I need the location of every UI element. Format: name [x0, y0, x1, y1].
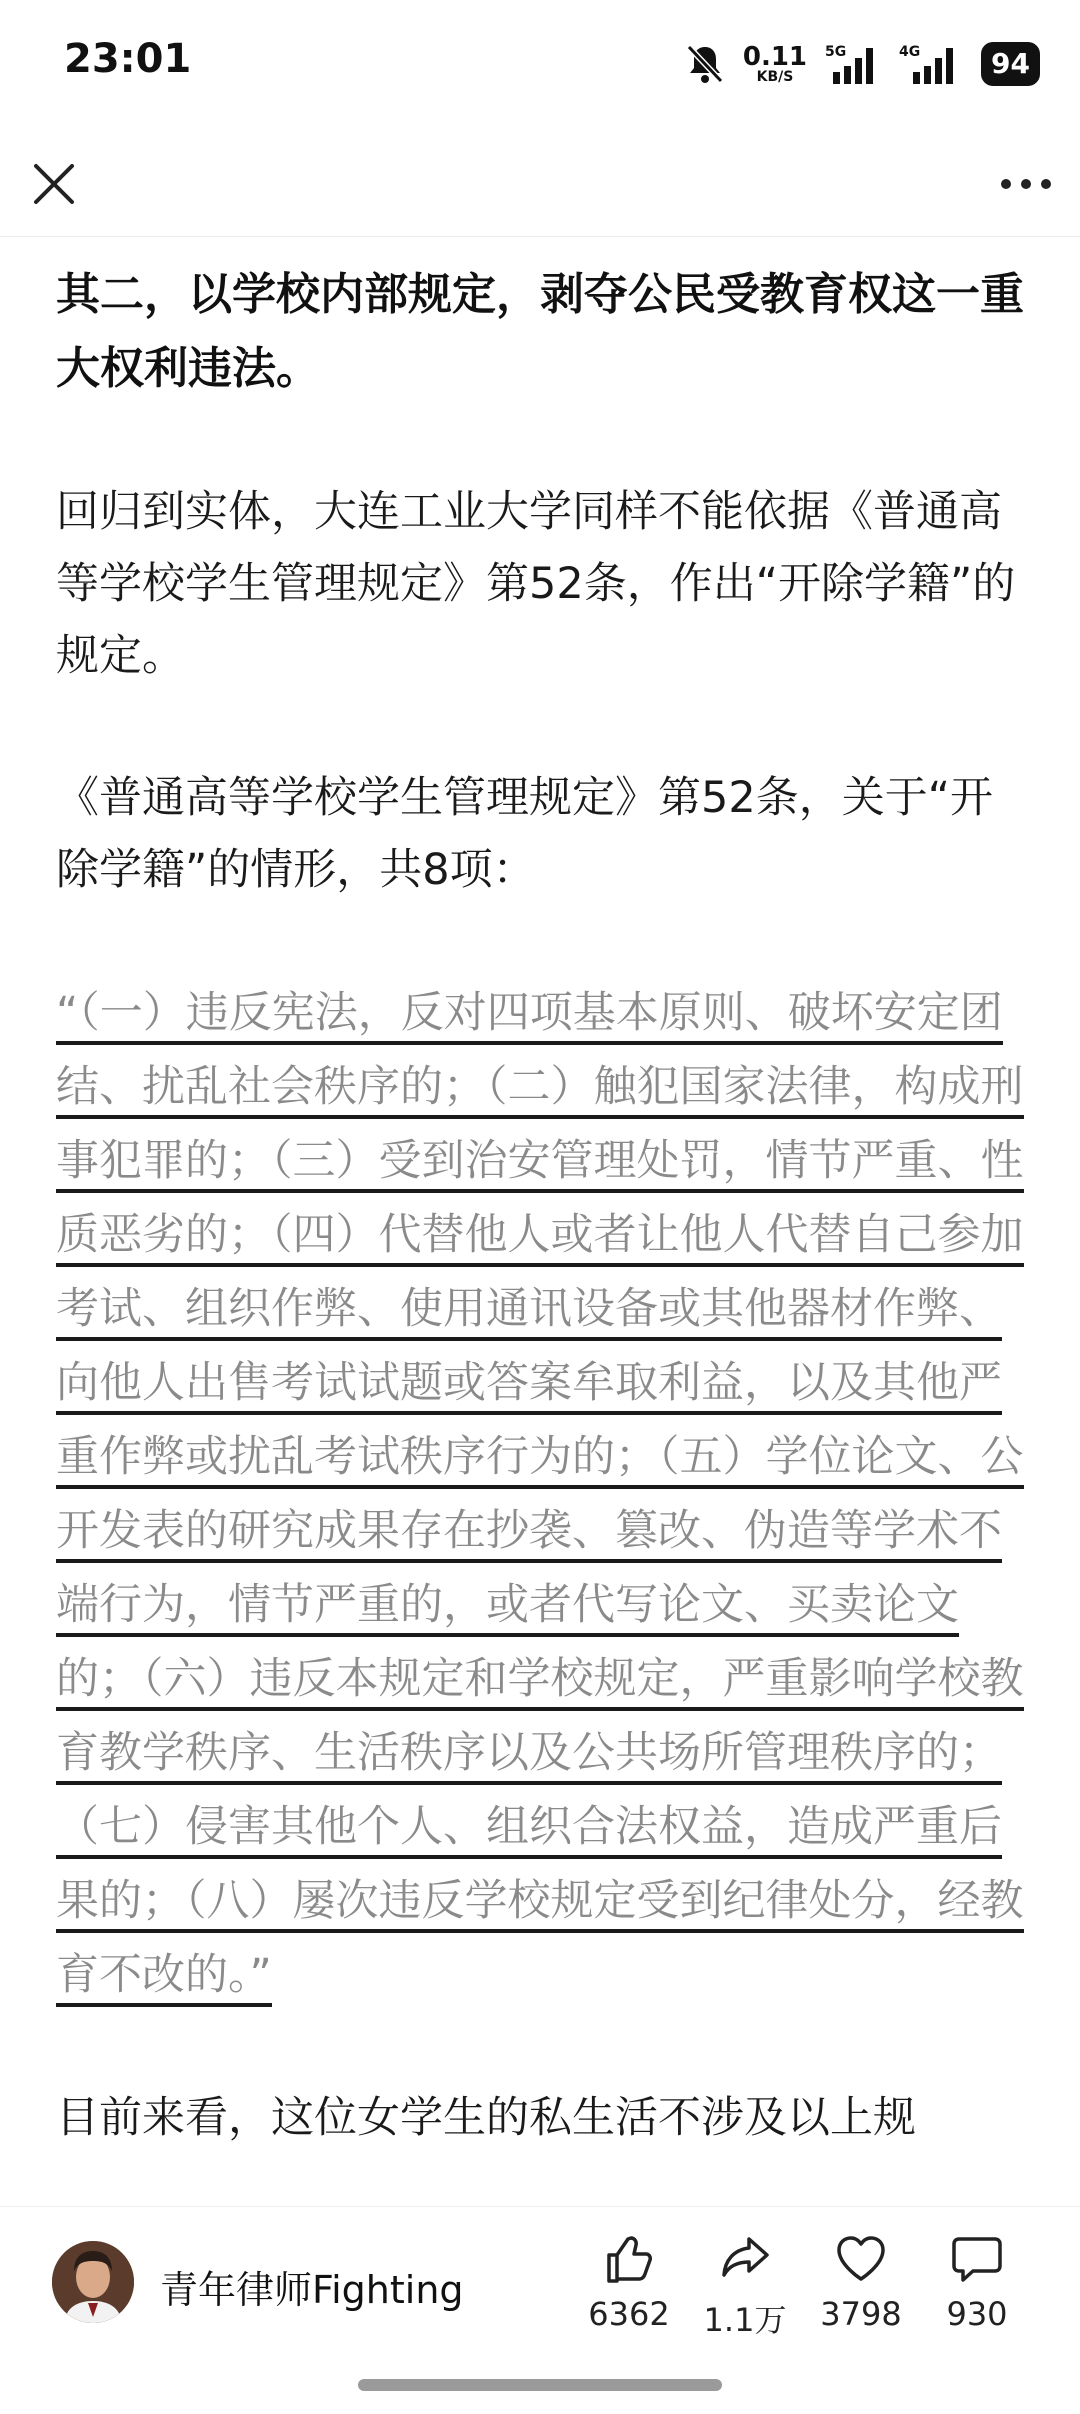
signal-4g-icon [899, 42, 963, 86]
author-avatar[interactable] [52, 2241, 134, 2323]
status-icons [667, 34, 1040, 94]
close-icon [26, 156, 82, 212]
signal-4g-label: 4G [899, 44, 921, 60]
status-bar [0, 0, 1080, 130]
bell-muted-icon [685, 43, 725, 85]
like-button[interactable] [574, 2231, 684, 2333]
article-body [56, 238, 1028, 2204]
section-heading: 其二，以学校内部规定，剥夺公民受教育权这一重大权利违法。 [56, 269, 1024, 394]
share-button[interactable] [690, 2231, 800, 2341]
like-count: 6362 [588, 2295, 670, 2333]
thumbs-up-icon [601, 2231, 657, 2287]
favorite-button[interactable] [806, 2231, 916, 2333]
favorite-count: 3798 [820, 2295, 902, 2333]
status-time: 23:01 [64, 36, 192, 82]
more-options-button[interactable] [994, 156, 1058, 212]
signal-5g-icon [825, 42, 881, 86]
network-speed-unit: KB/S [756, 69, 794, 85]
share-count: 1.1万 [703, 2301, 787, 2339]
paragraph-2: 《普通高等学校学生管理规定》第52条，关于“开除学籍”的情形，共8项： [56, 773, 993, 895]
share-arrow-icon [717, 2231, 773, 2287]
home-gesture-bar[interactable] [358, 2379, 722, 2391]
avatar-image [52, 2241, 134, 2323]
more-dots-icon [994, 156, 1058, 212]
paragraph-1: 回归到实体，大连工业大学同样不能依据《普通高等学校学生管理规定》第52条，作出“开除学籍”的规定。 [56, 487, 1016, 681]
top-nav [0, 130, 1080, 237]
comment-count: 930 [946, 2295, 1008, 2333]
signal-5g-label: 5G [825, 44, 847, 60]
close-button[interactable] [26, 156, 82, 212]
heart-icon [833, 2231, 889, 2287]
paragraph-3: 目前来看，这位女学生的私生活不涉及以上规 [56, 2093, 916, 2143]
author-name[interactable]: 青年律师Fighting [160, 2268, 464, 2312]
network-speed-value: 0.11 [742, 42, 808, 72]
bottom-action-bar [0, 2206, 1080, 2367]
comment-button[interactable] [922, 2231, 1032, 2333]
comment-bubble-icon [949, 2231, 1005, 2287]
quoted-regulation [56, 976, 1028, 2012]
quoted-regulation-text: “（一）违反宪法，反对四项基本原则、破坏安定团结、扰乱社会秩序的；（二）触犯国家法律，构成刑事犯罪的；（三）受到治安管理处罚，情节严重、性质恶劣的；（四）代替他人或者让他人代替自己参加考试、组织作弊、使用通讯设备或其他器材作弊、向他人出售考试试题或答案牟取利益，以及其他严重作弊或扰乱考试秩序行为的；（五）学位论文、公开发表的研究成果存在抄袭、篡改、伪造等学术不端行为，情节严重的，或者代写论文、买卖论文的；（六）违反本规定和学校规定，严重影响学校教育教学秩序、生活秩序以及公共场所管理秩序的；（七）侵害其他个人、组织合法权益，造成严重后果的；（八）屡次违反学校规定受到纪律处分，经教育不改的。” [56, 988, 1024, 2007]
battery-indicator: 94 [981, 42, 1040, 86]
network-speed [743, 44, 807, 84]
